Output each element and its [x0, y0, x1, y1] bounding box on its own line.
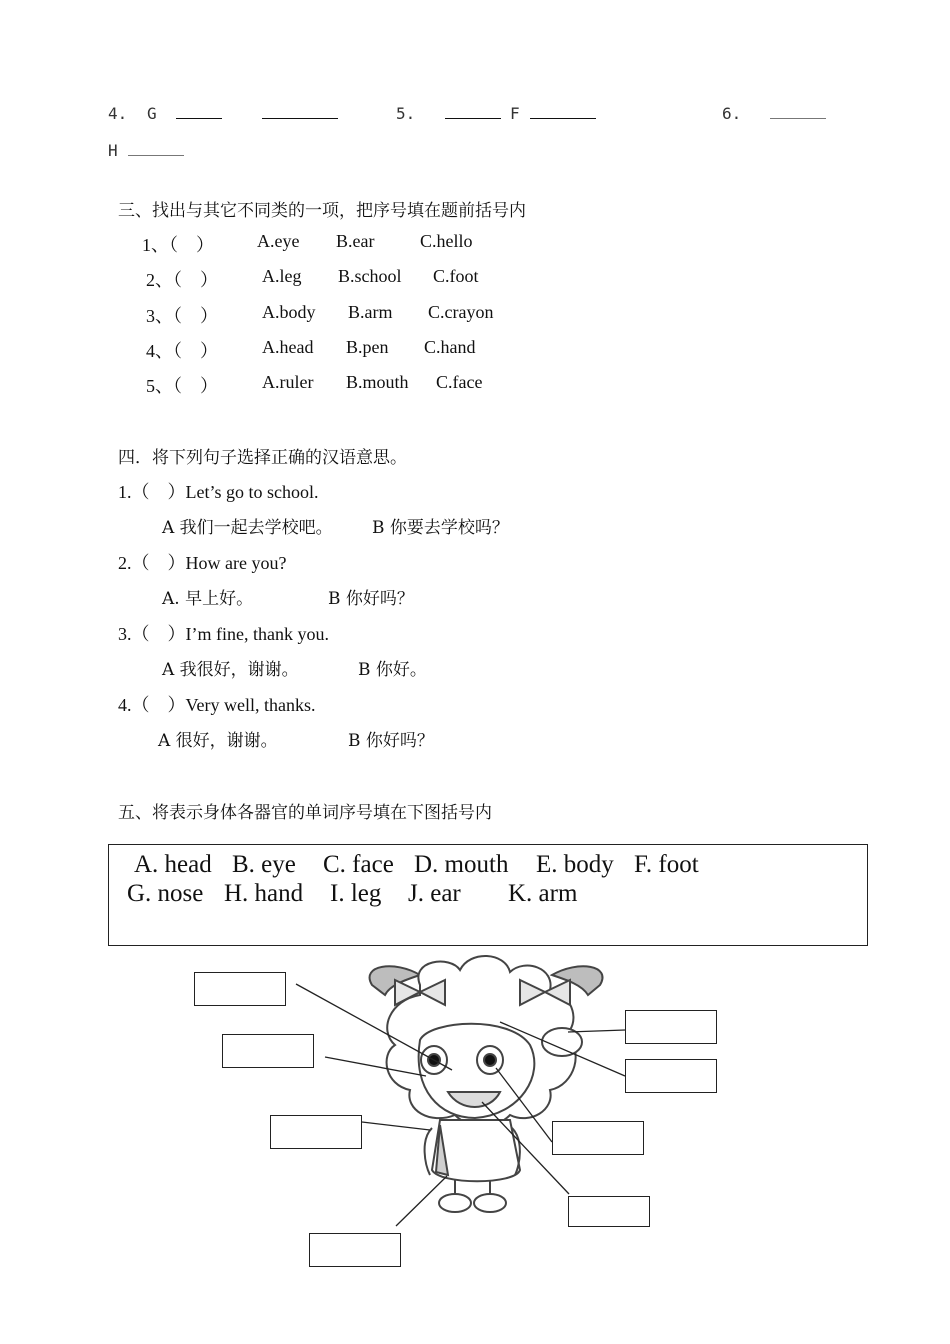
- section5-title: 五、将表示身体各器官的单词序号填在下图括号内: [118, 803, 492, 823]
- word-c-face: C. face: [323, 851, 394, 878]
- s3-item-5-option-b: B.mouth: [346, 372, 409, 392]
- label-box-4[interactable]: [309, 1233, 401, 1267]
- s3-item-4-number: 4、（ ）: [146, 341, 218, 361]
- word-g-nose: G. nose: [127, 880, 204, 907]
- q4-number: 4.: [108, 104, 128, 123]
- s3-item-2-option-c: C.foot: [433, 266, 479, 286]
- s3-item-4-option-c: C.hand: [424, 337, 476, 357]
- s4-q3: 3.（ ）I’m fine, thank you.: [118, 624, 329, 644]
- s3-item-2-number: 2、（ ）: [146, 270, 218, 290]
- word-i-leg: I. leg: [330, 880, 382, 907]
- s4-q3-option-b: B 你好。: [358, 660, 427, 680]
- word-d-mouth: D. mouth: [414, 851, 509, 878]
- s3-item-2-option-b: B.school: [338, 266, 402, 286]
- label-box-1[interactable]: [194, 972, 286, 1006]
- word-e-body: E. body: [536, 851, 614, 878]
- s4-q2-option-a: A. 早上好。: [162, 589, 254, 609]
- label-box-6[interactable]: [625, 1059, 717, 1093]
- s3-item-1-option-b: B.ear: [336, 231, 375, 251]
- label-box-7[interactable]: [552, 1121, 644, 1155]
- s3-item-4-option-a: A.head: [262, 337, 314, 357]
- word-k-arm: K. arm: [508, 880, 578, 907]
- s4-q2-option-b: B 你好吗？: [328, 589, 414, 609]
- label-box-8[interactable]: [568, 1196, 650, 1227]
- s3-item-5-number: 5、（ ）: [146, 376, 218, 396]
- word-j-ear: J. ear: [408, 880, 461, 907]
- q5-letter: F: [510, 104, 520, 123]
- s4-q1-option-b: B 你要去学校吗？: [372, 518, 509, 538]
- q6-letter: H: [108, 141, 118, 160]
- word-b-eye: B. eye: [232, 851, 296, 878]
- s3-item-2-option-a: A.leg: [262, 266, 302, 286]
- s3-item-3-number: 3、（ ）: [146, 306, 218, 326]
- q5-number: 5.: [396, 104, 416, 123]
- s3-item-4-option-b: B.pen: [346, 337, 389, 357]
- label-box-2[interactable]: [222, 1034, 314, 1068]
- label-box-5[interactable]: [625, 1010, 717, 1044]
- right-foot-icon: [474, 1194, 506, 1212]
- q4-letter: G: [147, 104, 157, 123]
- label-box-3[interactable]: [270, 1115, 362, 1149]
- section4-title: 四．将下列句子选择正确的汉语意思。: [118, 448, 407, 468]
- s4-q4: 4.（ ）Very well, thanks.: [118, 695, 316, 715]
- word-h-hand: H. hand: [224, 880, 304, 907]
- left-foot-icon: [439, 1194, 471, 1212]
- word-f-foot: F. foot: [634, 851, 699, 878]
- s3-item-5-option-a: A.ruler: [262, 372, 314, 392]
- s4-q1: 1.（ ）Let’s go to school.: [118, 482, 319, 502]
- s4-q1-option-a: A 我们一起去学校吧。: [162, 518, 333, 538]
- s3-item-1-option-c: C.hello: [420, 231, 473, 251]
- s3-item-1-number: 1、（ ）: [142, 235, 214, 255]
- q6-number: 6.: [722, 104, 742, 123]
- s3-item-3-option-b: B.arm: [348, 302, 393, 322]
- word-a-head: A. head: [134, 851, 212, 878]
- s4-q4-option-a: A 很好，谢谢。: [158, 731, 278, 751]
- s4-q3-option-a: A 我很好，谢谢。: [162, 660, 299, 680]
- s4-q2: 2.（ ）How are you?: [118, 553, 287, 573]
- s4-q4-option-b: B 你好吗？: [348, 731, 434, 751]
- section3-title: 三、找出与其它不同类的一项，把序号填在题前括号内: [118, 201, 526, 221]
- s3-item-3-option-a: A.body: [262, 302, 316, 322]
- s3-item-3-option-c: C.crayon: [428, 302, 494, 322]
- s3-item-5-option-c: C.face: [436, 372, 483, 392]
- s3-item-1-option-a: A.eye: [257, 231, 300, 251]
